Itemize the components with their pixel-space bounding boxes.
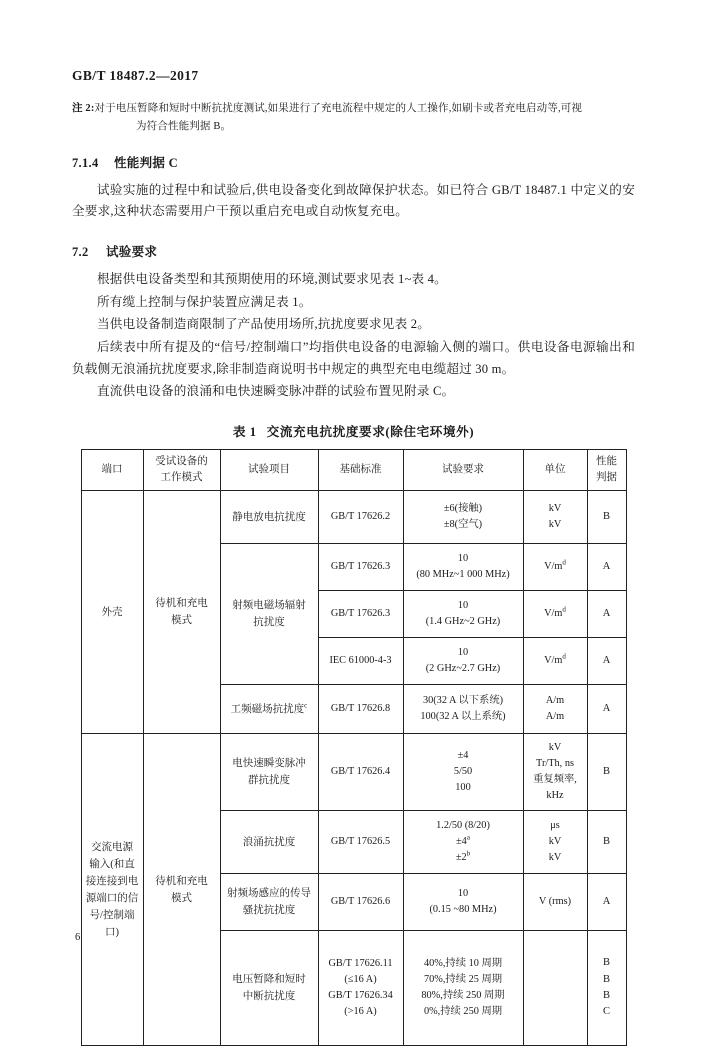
unit-line: kV [548,851,562,863]
table-row [81,734,626,811]
cell-test-item [220,874,318,931]
port-line: 源端口的信 [85,892,139,904]
item-line-2: 抗扰度 [253,617,285,628]
cell-performance-criteria: B [587,491,626,544]
unit-line: A/m [545,695,565,707]
requirement-text: ±2 [455,851,467,863]
requirement-line: (80 MHz~1 000 MHz) [416,569,510,580]
requirement-line: 10 [457,600,469,612]
port-line: 接连接到电 [85,875,139,887]
cell-test-requirement [403,638,523,685]
port-line: 交流电源 [91,841,133,853]
column-header-mode [143,450,220,491]
clause-number: 7.1.4 [72,155,99,170]
cell-test-requirement [403,544,523,591]
column-header-port: 端口 [81,450,143,491]
cell-base-standard: GB/T 17626.3 [318,544,403,591]
cell-performance-criteria: B [587,734,626,811]
unit-line: kHz [546,789,564,801]
criteria-line: B [602,957,610,969]
cell-performance-criteria: A [587,544,626,591]
cell-unit [523,734,587,811]
requirement-line: ±6(接触) [443,503,483,515]
clause-7-2-paragraph-4: 后续表中所有提及的“信号/控制端口”均指供电设备的电源输入侧的端口。供电设备电源输出和负载侧无浪涌抗扰度要求,除非制造商说明书中规定的典型充电电缆超过 30 m。 [72,340,635,376]
requirement-text: ±4 [456,836,467,848]
unit-text: V/m [544,655,563,667]
requirement-line [406,850,521,866]
document-body [72,100,635,1046]
unit-line: 重复频率, [533,774,577,785]
cell-unit [523,811,587,874]
cell-performance-criteria: A [587,874,626,931]
requirement-line: 100(32 A 以上系统) [420,711,506,722]
cell-base-standard: GB/T 17626.6 [318,874,403,931]
criteria-line: B [602,990,610,1001]
cell-test-requirement [403,931,523,1046]
standard-line: (≤16 A) [344,974,377,986]
clause-7-2-paragraph-2: 所有缆上控制与保护装置应满足表 1。 [97,294,312,309]
table-row [81,491,626,544]
item-line-1: 射频电磁场辐射 [232,600,306,611]
table-header-row [81,450,626,491]
cell-performance-criteria: A [587,638,626,685]
page-number: 6 [75,932,81,943]
requirement-line [406,818,521,834]
unit-line: Tr/Th, ns [536,758,574,770]
port-line: 号/控制端 [89,909,135,921]
cell-test-item [220,685,318,734]
cell-test-requirement [403,491,523,544]
note-label: 注 2: [72,103,95,114]
requirement-line: 30(32 A 以下系统) [422,695,504,707]
cell-base-standard: GB/T 17626.5 [318,811,403,874]
table-caption [72,421,635,440]
requirement-line: 10 [457,888,469,900]
unit-line: kV [548,519,562,530]
unit-text: V/m [544,608,563,620]
column-header-unit: 单位 [523,450,587,491]
cell-base-standard: IEC 61000-4-3 [318,638,403,685]
item-line-2: 中断抗扰度 [242,991,296,1002]
cell-test-item: 浪涌抗扰度 [220,811,318,874]
cell-mode-line-1: 待机和充电 [155,598,208,609]
cell-test-requirement [403,734,523,811]
cell-unit [523,638,587,685]
cell-test-item [220,734,318,811]
column-header-criteria-line-1: 性能 [596,455,617,467]
requirement-text: 1.2/50 (8/20) [436,820,490,832]
requirement-line: ±8(空气) [443,519,483,530]
cell-test-requirement [403,591,523,638]
page-header-standard-id: GB/T 18487.2—2017 [72,68,199,83]
unit-line: kV [548,503,562,515]
item-line-2: 骚扰抗扰度 [242,905,296,916]
table-caption-text: 交流充电抗扰度要求(除住宅环境外) [266,425,475,439]
clause-7-2-paragraph-1: 根据供电设备类型和其预期使用的环境,测试要求见表 1~表 4。 [97,272,447,287]
cell-unit [523,931,587,1046]
port-line: 口) [105,926,119,938]
criteria-line: B [602,973,610,985]
item-text: 工频磁场抗扰度 [230,703,305,715]
note-line-1: 对于电压暂降和短时中断抗扰度测试,如果进行了充电流程中规定的人工操作,如刷卡或者充电启动等,可视 [94,103,583,114]
clause-number: 7.2 [72,245,89,260]
cell-test-item [220,544,318,685]
cell-base-standard: GB/T 17626.2 [318,491,403,544]
cell-unit [523,544,587,591]
cell-base-standard: GB/T 17626.3 [318,591,403,638]
cell-mode-line-2: 模式 [171,892,192,904]
criteria-line: C [602,1006,610,1018]
requirement-line: 70%,持续 25 周期 [423,974,503,986]
cell-port-ac-input [81,734,143,1046]
clause-7-2-paragraph-5: 直流供电设备的浪涌和电快速瞬变脉冲群的试验布置见附录 C。 [97,384,455,399]
requirement-line: 10 [457,647,469,659]
cell-mode-enclosure [143,491,220,734]
clause-7-2-paragraph-3: 当供电设备制造商限制了产品使用场所,抗扰度要求见表 2。 [97,317,431,332]
port-line: 输入(和直 [89,858,135,870]
standard-line: (>16 A) [344,1005,377,1017]
cell-unit: V (rms) [523,874,587,931]
standard-line: GB/T 17626.11 [328,958,393,970]
requirement-line: 10 [457,553,469,565]
note-line-2: 为符合性能判据 B。 [136,121,232,133]
unit-text: V/m [544,561,563,573]
cell-base-standard [318,931,403,1046]
column-header-mode-line-2: 工作模式 [160,472,203,483]
requirement-line: (1.4 GHz~2 GHz) [425,616,501,627]
clause-heading-7-1-4 [72,153,635,171]
item-line-1: 射频场感应的传导 [227,888,311,899]
column-header-criteria-line-2: 判据 [596,472,617,483]
cell-performance-criteria: A [587,591,626,638]
clause-heading-7-2 [72,242,635,260]
requirement-line [406,834,521,850]
requirement-line: 40%,持续 10 周期 [423,958,503,970]
standard-line: GB/T 17626.34 [328,990,393,1001]
item-line-1: 电快速瞬变脉冲 [232,758,306,769]
cell-unit [523,685,587,734]
requirement-line: 100 [455,781,471,793]
requirement-line: (2 GHz~2.7 GHz) [425,663,501,674]
column-header-test-item: 试验项目 [220,450,318,491]
cell-unit [523,491,587,544]
cell-base-standard: GB/T 17626.8 [318,685,403,734]
clause-7-1-4-paragraph-1: 试验实施的过程中和试验后,供电设备变化到故障保护状态。如已符合 GB/T 18487.1 中定义的安全要求,这种状态需要用户干预以重启充电或自动恢复充电。 [72,182,635,219]
item-footnote-marker: c [304,701,308,709]
clause-title: 性能判据 C [114,155,178,170]
cell-test-requirement [403,685,523,734]
unit-line: μs [550,820,560,832]
table-caption-number: 表 1 [232,425,257,439]
unit-line: kV [548,836,562,848]
requirement-line: ±4 [457,750,469,762]
cell-base-standard: GB/T 17626.4 [318,734,403,811]
immunity-requirements-table [81,449,627,1046]
item-line-2: 群抗扰度 [248,775,290,786]
cell-performance-criteria: A [587,685,626,734]
cell-test-requirement [403,874,523,931]
note-block [72,100,635,137]
column-header-base-standard: 基础标准 [318,450,403,491]
cell-performance-criteria [587,931,626,1046]
cell-mode-line-2: 模式 [171,615,192,626]
unit-line: kV [548,742,562,754]
item-line-1: 电压暂降和短时 [232,974,306,985]
clause-title: 试验要求 [106,245,158,260]
cell-mode-ac-input [143,734,220,1046]
cell-unit [523,591,587,638]
requirement-line: 80%,持续 250 周期 [421,990,505,1001]
unit-footnote-marker: d [562,558,566,567]
cell-test-requirement [403,811,523,874]
requirement-footnote-marker: b [466,849,471,858]
cell-test-item: 静电放电抗扰度 [220,491,318,544]
unit-line: A/m [545,711,565,722]
cell-mode-line-1: 待机和充电 [155,875,208,887]
cell-test-item [220,931,318,1046]
cell-port-enclosure: 外壳 [81,491,143,734]
column-header-test-requirement: 试验要求 [403,450,523,491]
requirement-line: 5/50 [453,766,473,778]
cell-performance-criteria: B [587,811,626,874]
column-header-mode-line-1: 受试设备的 [155,455,208,467]
requirement-footnote-marker: a [466,833,470,842]
column-header-performance-criteria [587,450,626,491]
unit-footnote-marker: d [562,605,566,614]
requirement-line: (0.15 ~80 MHz) [429,904,497,915]
requirement-line: 0%,持续 250 周期 [423,1005,503,1017]
unit-footnote-marker: d [562,652,566,661]
